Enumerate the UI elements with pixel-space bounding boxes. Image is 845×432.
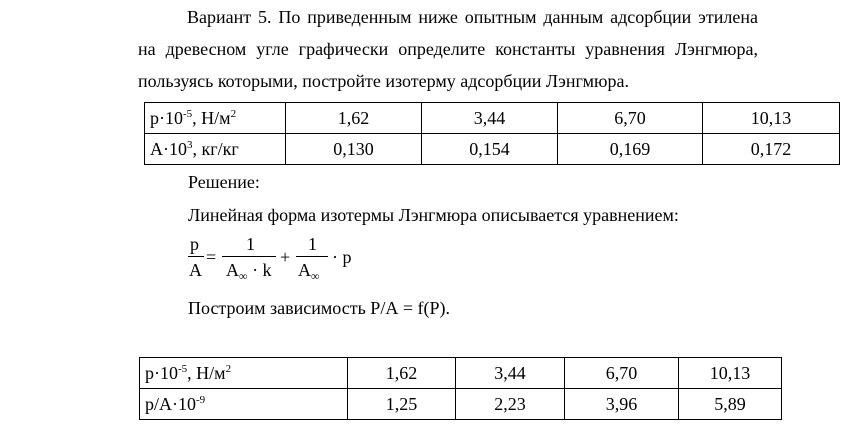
- table-cell: 0,154: [422, 134, 558, 165]
- table-row: [145, 103, 840, 134]
- build-dependency-text: Построим зависимость Р/А = f(Р).: [188, 298, 450, 318]
- table-cell: 0,130: [286, 134, 422, 165]
- data-table-1: [144, 102, 840, 165]
- langmuir-equation: [188, 235, 368, 285]
- task-line-3: пользуясь которыми, постройте изотерму адсорбции Лэнгмюра.: [138, 71, 629, 91]
- eq-term1-denominator: $A_\infty \cdot k$: [226, 260, 272, 283]
- table-cell: 6,70: [558, 103, 703, 134]
- fraction-bar: [296, 256, 328, 257]
- table-cell: 1,62: [348, 358, 456, 389]
- table-cell: 1,25: [348, 389, 456, 420]
- eq-term2-denominator: $A_\infty$: [298, 260, 320, 283]
- table-row: [140, 358, 782, 389]
- table-cell: 3,96: [565, 389, 679, 420]
- solution-heading: Решение:: [188, 172, 260, 192]
- table-cell: 6,70: [565, 358, 679, 389]
- fraction-bar: [188, 256, 204, 257]
- table-cell: 2,23: [456, 389, 565, 420]
- table-cell: 1,62: [286, 103, 422, 134]
- row-label-pressure: $р\cdot 10^{-5}$, $Н/м^2$: [145, 103, 286, 134]
- table-cell: 0,172: [703, 134, 840, 165]
- eq-equals: =: [206, 247, 217, 267]
- row-label-ratio: $р/А\cdot 10^{-9}$: [140, 389, 348, 420]
- table-cell: 0,169: [558, 134, 703, 165]
- row-label-pressure: $р\cdot 10^{-5}$, $Н/м^2$: [140, 358, 348, 389]
- eq-term2-tail: · p: [332, 247, 352, 267]
- fraction-bar: [222, 256, 276, 257]
- table-cell: 5,89: [679, 389, 782, 420]
- table-row: [140, 389, 782, 420]
- eq-plus: +: [280, 247, 291, 267]
- table-cell: 10,13: [703, 103, 840, 134]
- task-line-2: на древесном угле графически определите константы уравнения Лэнгмюра,: [138, 39, 758, 59]
- eq-term1-numerator: 1: [246, 234, 255, 254]
- eq-lhs-numerator: p: [190, 234, 199, 254]
- table-cell: 3,44: [422, 103, 558, 134]
- table-cell: 3,44: [456, 358, 565, 389]
- data-table-2: [139, 357, 782, 420]
- table-cell: 10,13: [679, 358, 782, 389]
- table-row: [145, 134, 840, 165]
- eq-term2-numerator: 1: [308, 234, 317, 254]
- row-label-adsorption: $А\cdot 10^3$, кг/кг: [145, 134, 286, 165]
- task-line-1: Вариант 5. По приведенным ниже опытным данным адсорбции этилена: [187, 7, 758, 27]
- linear-form-text: Линейная форма изотермы Лэнгмюра описывается уравнением:: [188, 205, 679, 225]
- eq-lhs-denominator: A: [189, 260, 202, 280]
